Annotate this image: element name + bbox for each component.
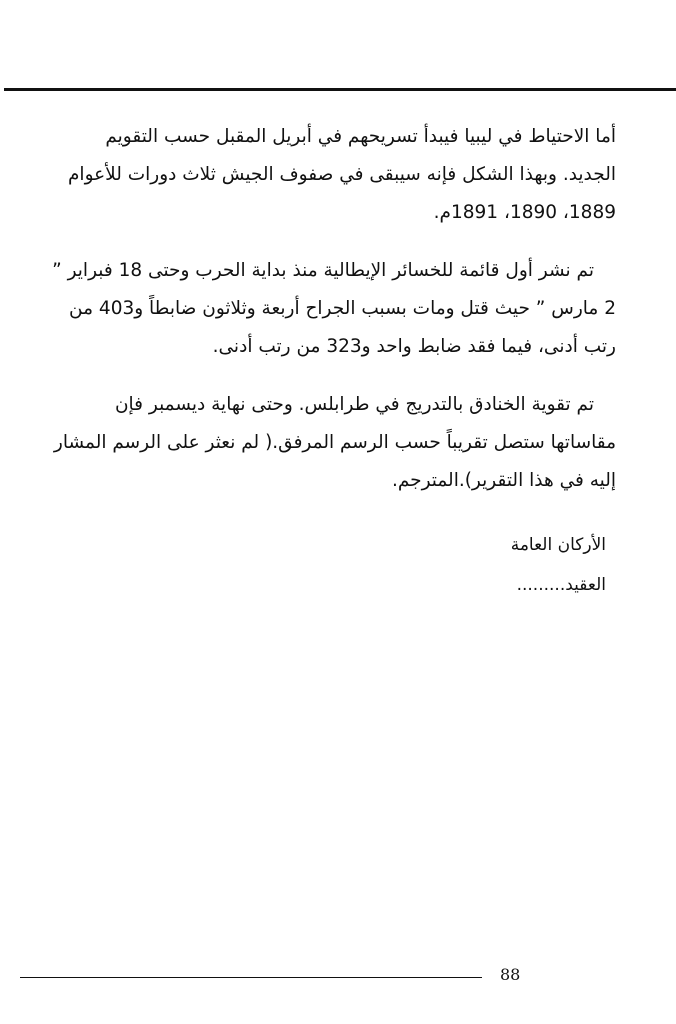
signature-staff: الأركان العامة	[510, 535, 606, 555]
paragraph-losses: تم نشر أول قائمة للخسائر الإيطالية منذ بداية الحرب وحتى 18 فبراير ” 2 مارس ” حيث قتل ومات بسبب الجراح أربعة وثلاثون ضابطاً و403 من رتب أدنى، فيما فقد ضابط واحد و323 من رتب أدنى.	[52, 260, 616, 357]
page-number: 88	[500, 965, 521, 984]
signature-colonel: العقيد.........	[516, 575, 606, 595]
document-body	[50, 118, 616, 520]
paragraph-trenches: تم تقوية الخنادق بالتدريج في طرابلس. وحتى نهاية ديسمبر فإن مقاساتها ستصل تقريباً حسب الرسم المرفق.( لم نعثر على الرسم المشار إليه في هذا التقرير).المترجم.	[53, 394, 616, 491]
top-rule	[4, 88, 676, 91]
footer-rule	[20, 977, 482, 978]
paragraph-reserves: أما الاحتياط في ليبيا فيبدأ تسريحهم في أبريل المقبل حسب التقويم الجديد. وبهذا الشكل فإنه سيبقى في صفوف الجيش ثلاث دورات للأعوام 1889، 1890، 1891م.	[67, 126, 616, 223]
signature-block	[340, 525, 606, 605]
